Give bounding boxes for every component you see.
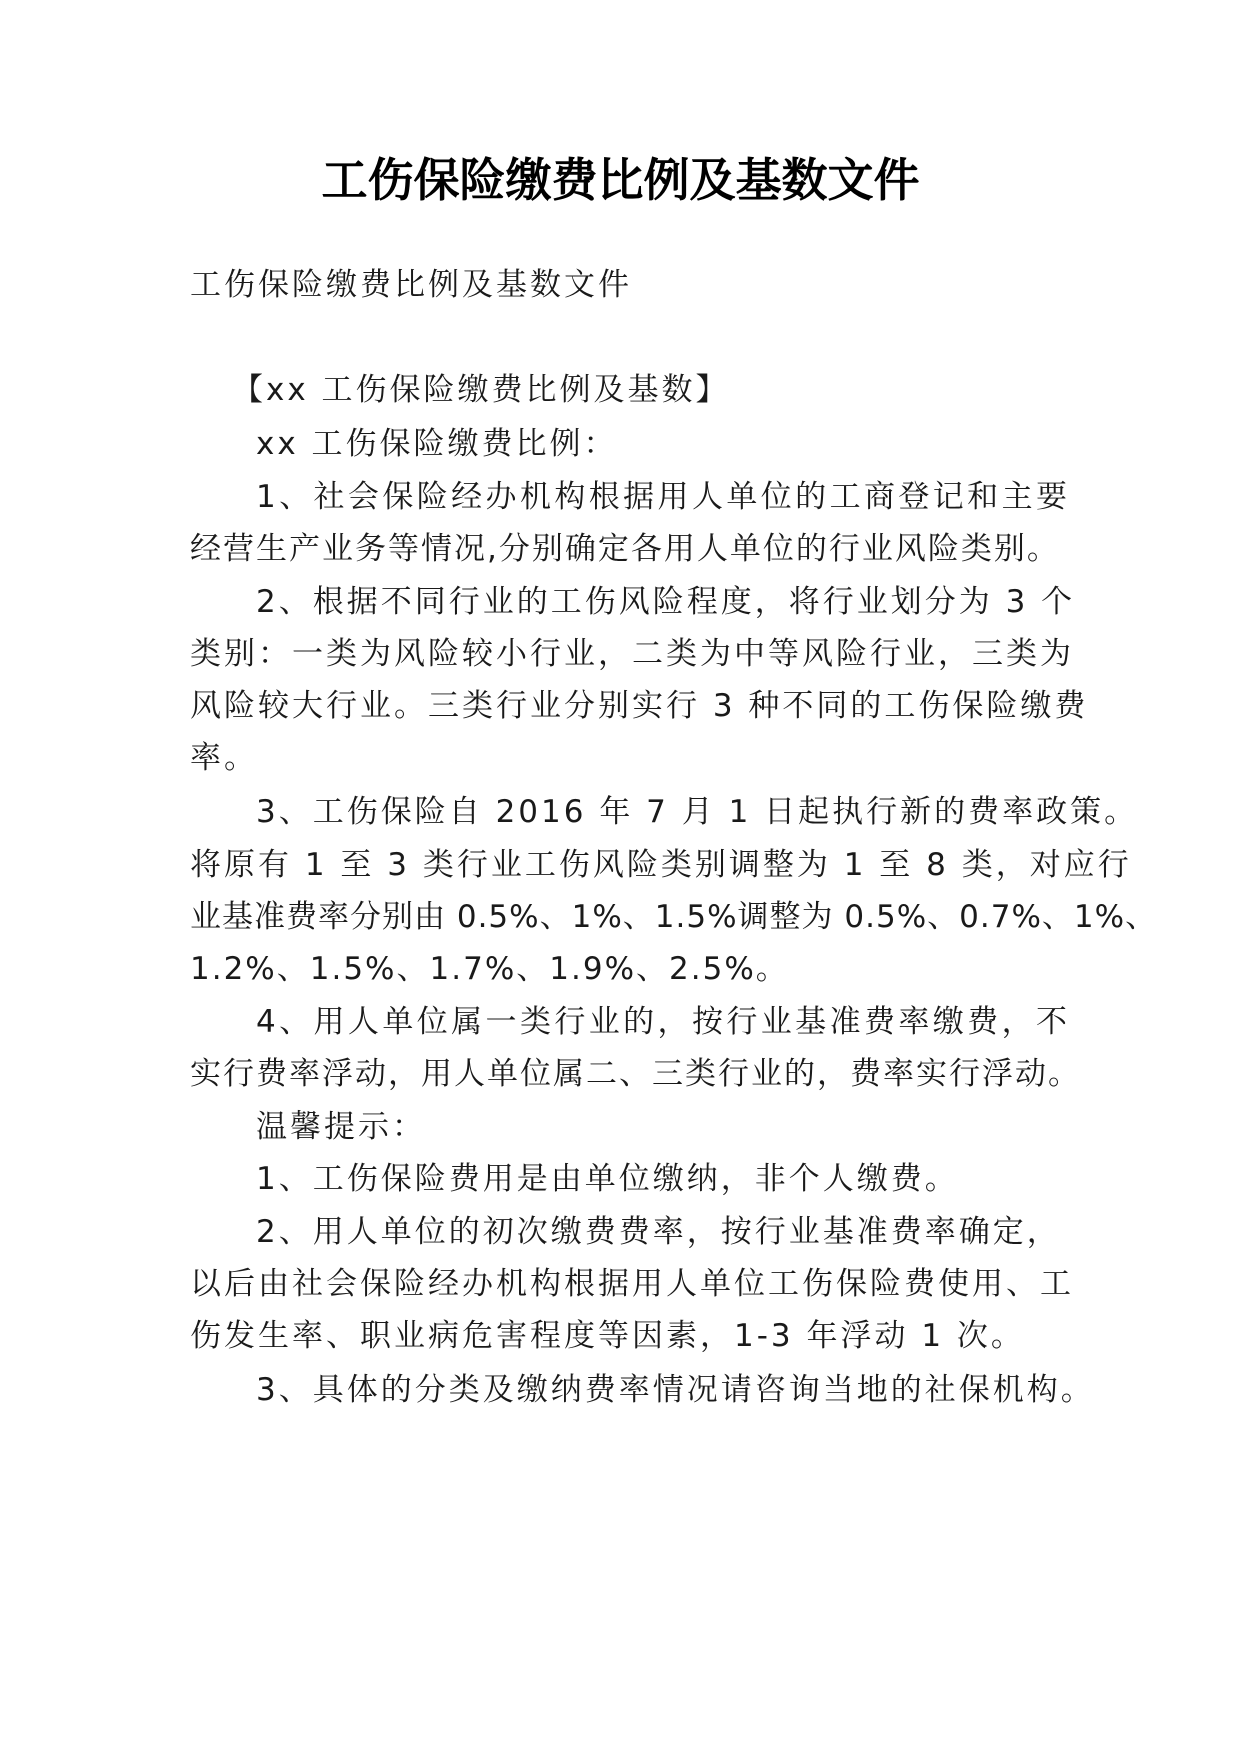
paragraph-line: 伤发生率、职业病危害程度等因素，1-3 年浮动 1 次。 <box>190 1318 1025 1354</box>
paragraph-line: 以后由社会保险经办机构根据用人单位工伤保险费使用、工 <box>190 1266 1074 1302</box>
paragraph-line: 1、工伤保险费用是由单位缴纳，非个人缴费。 <box>256 1161 959 1197</box>
paragraph-line: 将原有 1 至 3 类行业工伤风险类别调整为 1 至 8 类，对应行 <box>190 847 1132 883</box>
paragraph-line: 1、社会保险经办机构根据用人单位的工商登记和主要 <box>256 479 1070 515</box>
document-title: 工伤保险缴费比例及基数文件 <box>321 153 920 207</box>
paragraph-line: 风险较大行业。三类行业分别实行 3 种不同的工伤保险缴费 <box>190 688 1089 724</box>
paragraph-line: 3、具体的分类及缴纳费率情况请咨询当地的社保机构。 <box>256 1372 1095 1408</box>
subheading: xx 工伤保险缴费比例： <box>256 426 618 462</box>
section-heading: 【xx 工伤保险缴费比例及基数】 <box>232 372 730 408</box>
paragraph-line: 3、工伤保险自 2016 年 7 月 1 日起执行新的费率政策。 <box>256 794 1139 830</box>
paragraph-line: 温馨提示： <box>256 1109 426 1145</box>
document-subtitle: 工伤保险缴费比例及基数文件 <box>190 267 632 303</box>
paragraph-line: 4、用人单位属一类行业的，按行业基准费率缴费，不 <box>256 1004 1070 1040</box>
paragraph-line: 经营生产业务等情况,分别确定各用人单位的行业风险类别。 <box>190 531 1060 567</box>
paragraph-line: 率。 <box>190 740 258 776</box>
paragraph-line: 实行费率浮动，用人单位属二、三类行业的，费率实行浮动。 <box>190 1056 1081 1092</box>
paragraph-line: 1.2%、1.5%、1.7%、1.9%、2.5%。 <box>190 951 789 987</box>
paragraph-line: 2、根据不同行业的工伤风险程度，将行业划分为 3 个 <box>256 584 1076 620</box>
paragraph-line: 业基准费率分别由 0.5%、1%、1.5%调整为 0.5%、0.7%、1%、 <box>190 899 1158 935</box>
paragraph-line: 类别：一类为风险较小行业，二类为中等风险行业，三类为 <box>190 636 1074 672</box>
paragraph-line: 2、用人单位的初次缴费费率，按行业基准费率确定， <box>256 1214 1061 1250</box>
